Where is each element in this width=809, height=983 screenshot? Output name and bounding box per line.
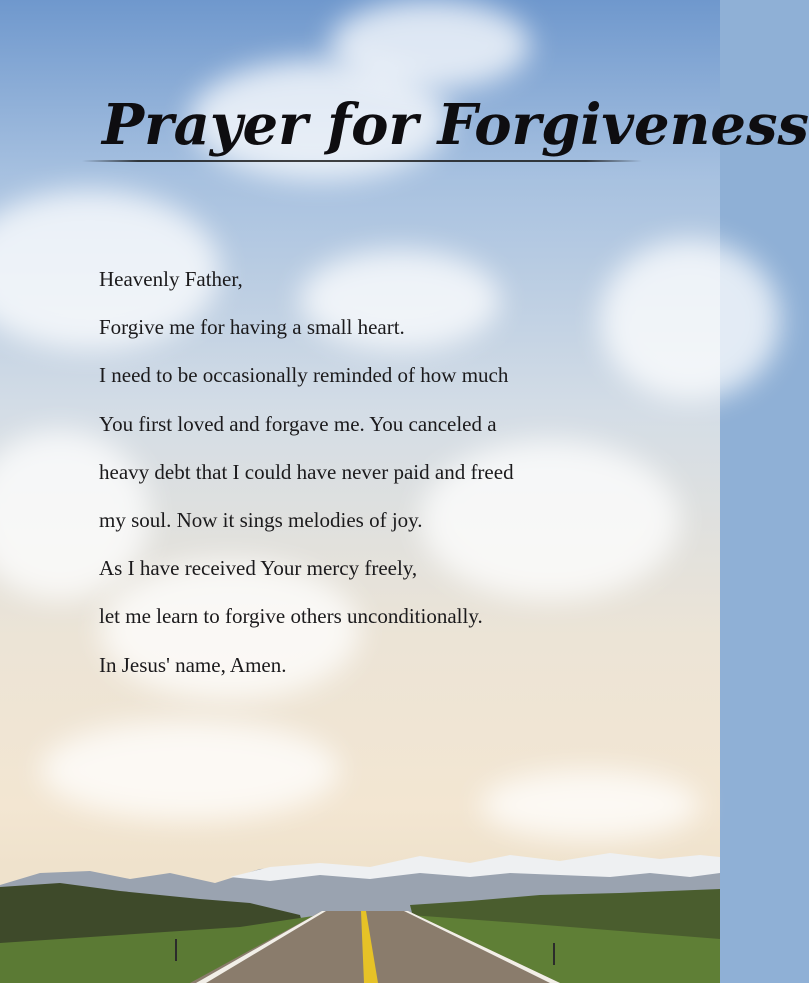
prayer-line: my soul. Now it sings melodies of joy.	[99, 508, 423, 533]
page-title: Prayer for Forgiveness	[102, 92, 809, 158]
cloud	[480, 770, 700, 840]
prayer-line: In Jesus' name, Amen.	[99, 652, 287, 677]
prayer-text	[99, 255, 659, 689]
road-landscape	[0, 843, 720, 983]
title-underline	[82, 160, 642, 162]
title-block	[0, 92, 809, 182]
prayer-line: Forgive me for having a small heart.	[99, 315, 405, 340]
prayer-line: Heavenly Father,	[99, 267, 243, 291]
cloud	[40, 720, 340, 820]
cloud	[330, 0, 530, 90]
prayer-line: let me learn to forgive others unconditionally.	[99, 604, 483, 629]
prayer-line: heavy debt that I could have never paid and freed	[99, 459, 514, 484]
fence-post	[553, 943, 555, 965]
prayer-line: I need to be occasionally reminded of how much	[99, 363, 509, 388]
prayer-line: You first loved and forgave me. You canceled a	[99, 411, 497, 436]
fence-post	[175, 939, 177, 961]
prayer-line: As I have received Your mercy freely,	[99, 556, 418, 581]
